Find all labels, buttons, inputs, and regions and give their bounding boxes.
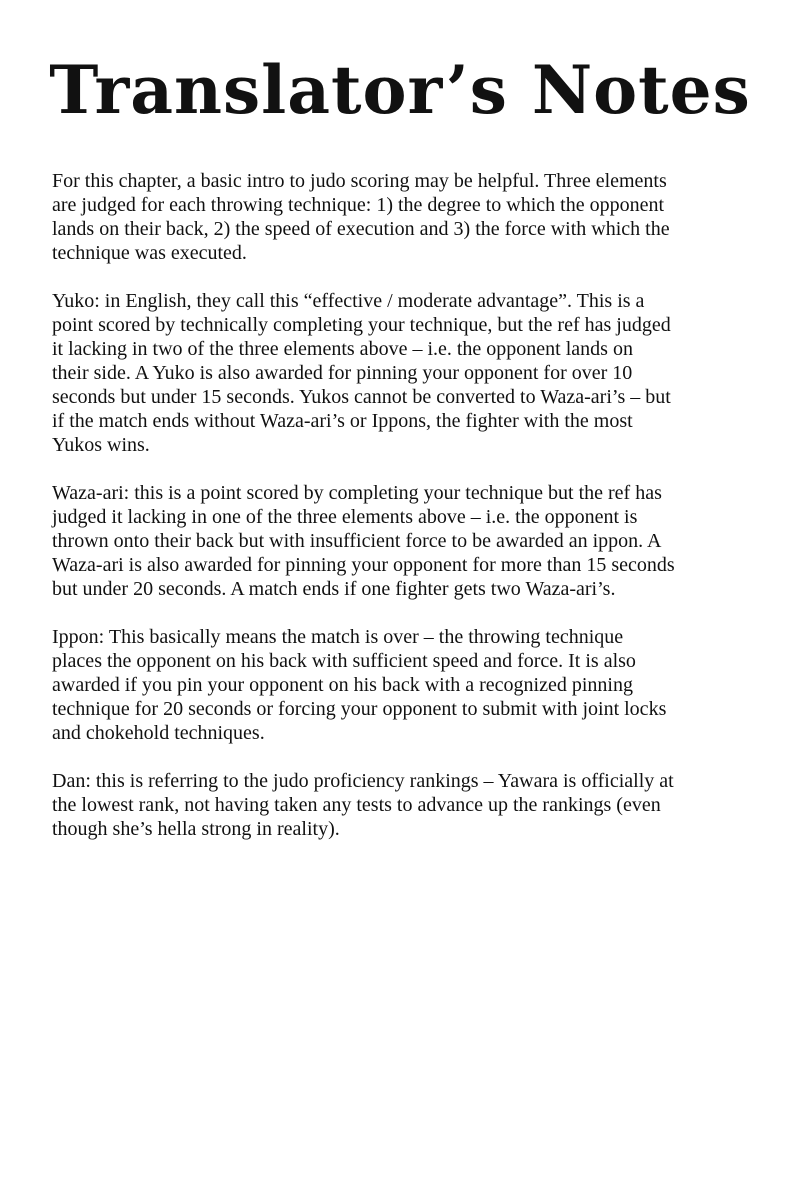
text-line: judged it lacking in one of the three elements above – i.e. the opponent is [52, 506, 638, 528]
text-line: places the opponent on his back with sufficient speed and force. It is also [52, 650, 636, 672]
text-line: technique for 20 seconds or forcing your opponent to submit with joint locks [52, 698, 667, 720]
text-line: their side. A Yuko is also awarded for pinning your opponent for over 10 [52, 362, 633, 384]
text-line: Ippon: This basically means the match is over – the throwing technique [52, 626, 624, 648]
text-line: For this chapter, a basic intro to judo scoring may be helpful. Three elements [52, 170, 667, 192]
paragraph-ippon [52, 625, 752, 745]
text-line: thrown onto their back but with insufficient force to be awarded an ippon. A [52, 530, 662, 552]
text-line: lands on their back, 2) the speed of execution and 3) the force with which the [52, 218, 670, 240]
paragraph-yuko [52, 289, 752, 457]
text-line: the lowest rank, not having taken any tests to advance up the rankings (even [52, 794, 661, 816]
text-line: Waza-ari: this is a point scored by completing your technique but the ref has [52, 482, 662, 504]
text-line: Yukos wins. [52, 434, 150, 456]
text-line: awarded if you pin your opponent on his back with a recognized pinning [52, 674, 633, 696]
text-line: Dan: this is referring to the judo proficiency rankings – Yawara is officially at [52, 770, 674, 792]
text-line: Waza-ari is also awarded for pinning your opponent for more than 15 seconds [52, 554, 675, 576]
page-title: Translator’s Notes [49, 51, 751, 129]
notes-body [52, 169, 752, 865]
text-line: though she’s hella strong in reality). [52, 818, 340, 840]
text-line: technique was executed. [52, 242, 247, 264]
paragraph-dan [52, 769, 752, 841]
paragraph-waza-ari [52, 481, 752, 601]
text-line: are judged for each throwing technique: 1) the degree to which the opponent [52, 194, 665, 216]
text-line: but under 20 seconds. A match ends if one fighter gets two Waza-ari’s. [52, 578, 616, 600]
text-line: seconds but under 15 seconds. Yukos cannot be converted to Waza-ari’s – but [52, 386, 671, 408]
text-line: and chokehold techniques. [52, 722, 265, 744]
paragraph-intro [52, 169, 752, 265]
text-line: point scored by technically completing your technique, but the ref has judged [52, 314, 671, 336]
text-line: Yuko: in English, they call this “effective / moderate advantage”. This is a [52, 290, 645, 312]
text-line: if the match ends without Waza-ari’s or Ippons, the fighter with the most [52, 410, 633, 432]
text-line: it lacking in two of the three elements above – i.e. the opponent lands on [52, 338, 633, 360]
